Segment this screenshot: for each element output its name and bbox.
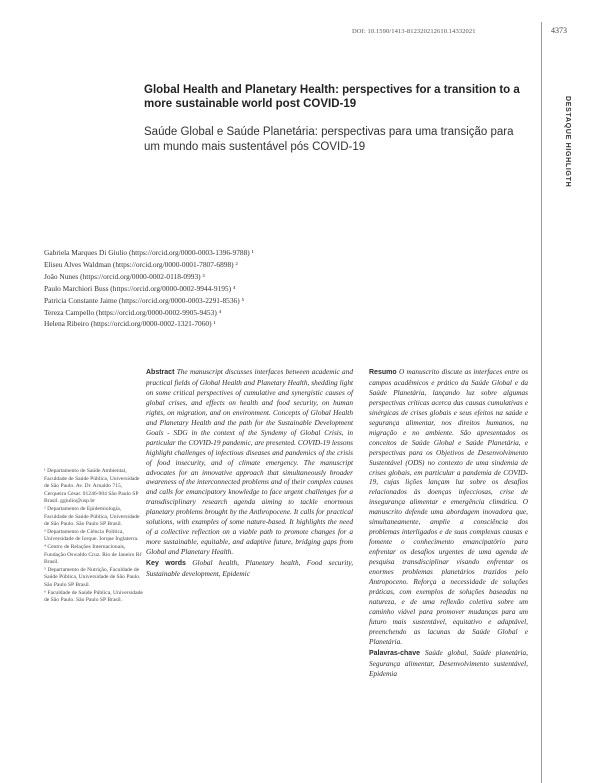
affiliation: ³ Departamento de Ciência Política, Universidade de Iorque. Iorque Inglaterra.	[44, 528, 139, 543]
affiliation: ⁶ Faculdade de Saúde Pública, Universidade de São Paulo. São Paulo SP Brasil.	[44, 589, 143, 604]
author: Paulo Marchiori Buss (https://orcid.org/0000-0002-9944-9195) ⁴	[44, 283, 236, 293]
author: Helena Ribeiro (https://orcid.org/0000-0002-1321-7060) ¹	[44, 319, 216, 329]
affiliation: ² Departamento de Epidemiologia, Faculdade de Saúde Pública, Universidade de São Paulo. São Paulo SP Brasil.	[44, 505, 140, 528]
author: João Nunes (https://orcid.org/0000-0002-0118-0993) ³	[44, 271, 205, 281]
affiliation: ⁴ Centro de Relações Internacionais, Fundação Oswaldo Cruz. Rio de Janeiro RJ Brasil.	[44, 543, 142, 566]
keywords-text: Global health, Planetary health, Food security, Sustainable development, Epidemic	[146, 558, 354, 579]
title-portuguese: Saúde Global e Saúde Planetária: perspectivas para uma transição para um mundo mais sustentável pós COVID-19	[144, 126, 514, 153]
doi: DOI: 10.1590/1413-812320212610.14332021	[352, 28, 476, 35]
abstract-text: The manuscript discusses interfaces between academic and practical fields of Global Health and Planetary Health, shedding light on some critical perspectives of cumulative and synergistic causes of global crises, and effects on health and food security, on human rights, on migration, and on environment. Concepts of Global Health and Planetary Health and the path for the Sustainable Development Goals - SDG in the context of the Syndemy of Global Crisis, in particular the COVID-19 pandemic, are presented. COVID-19 lessons highlight challenges of infectious diseases and pandemics of the crisis of food insecurity, and of climate emergency. The manuscript advocates for an innovative approach that simultaneously broader awareness of the interconnected problems and of their complex causes and calls for emancipatory knowledge to face urgent challenges for a transdisciplinary research agenda aiming to tackle enormous planetary problems brought by the Anthropocene. It calls for practical solutions, with examples of some nature-based. It highlights the need of a collective reflection on a viable path to promote changes for a more sustainable, equitable, and adaptive future, bridging gaps from Global and Planetary Health.	[146, 367, 353, 557]
affiliation: ¹ Departamento de Saúde Ambiental, Faculdade de Saúde Pública, Universidade de São Paulo. Av. Dr. Arnaldo 715, Cerqueira César. 01246-904 São Paulo SP Brasil. ggiulio@usp.br	[44, 468, 140, 505]
author-list	[44, 247, 444, 330]
resumo	[369, 367, 528, 647]
section-label: DESTAQUE HIGHLIGTH	[564, 96, 571, 188]
resumo-text: O manuscrito discute as interfaces entre os campos acadêmicos e prático da Saúde Global e da Saúde Planetária, lançando luz sobre algumas perspectivas críticas acerca das causas cumulativas e sinérgicas de crises globais e seus efeitos na saúde e segurança alimentar, nos direitos humanos, na migração e no ambiente. São apresentados os conceitos de Saúde Global e Saúde Planetária, e perspectivas para os Objetivos de Desenvolvimento Sustentável (ODS) no contexto de uma sindemia de crises globais, em particular a pandemia de COVID-19, cujas lições lançam luz sobre os desafios relacionados às doenças infecciosas, crise de insegurança alimentar e emergência climática. O manuscrito defende uma abordagem inovadora que, simultaneamente, amplie a consciência dos problemas interligados e de suas complexas causas e fomente o conhecimento emancipatório para enfrentar os desafios urgentes de uma agenda de pesquisa transdisciplinar visando enfrentar os enormes problemas planetários trazidos pelo Antropoceno. Reforça a necessidade de soluções práticas, com exemplos de soluções baseadas na natureza, e de uma reflexão coletiva sobre um caminho viável para promover mudanças para um futuro mais sustentável, equitativo e adaptável, preenchendo as lacunas da Saúde Global e Planetária.	[369, 367, 528, 646]
palavras-chave	[369, 648, 528, 679]
abstract	[146, 367, 353, 557]
abstract-column	[146, 367, 353, 579]
affiliations	[44, 468, 144, 605]
keywords-label: Key words	[146, 560, 186, 568]
resumo-label: Resumo	[369, 369, 397, 376]
vertical-divider	[541, 22, 542, 783]
page-number: 4373	[551, 26, 567, 35]
palavras-chave-label: Palavras-chave	[369, 649, 420, 657]
palavras-chave-text: Saúde global, Saúde planetária, Segurança alimentar, Desenvolvimento sustentável, Epidemia	[369, 647, 529, 678]
keywords	[146, 558, 353, 579]
title-english: Global Health and Planetary Health: perspectives for a transition to a more sustainable world post COVID-19	[144, 84, 520, 110]
resumo-column	[369, 367, 528, 679]
author: Tereza Campello (https://orcid.org/0000-0002-9905-9453) ⁴	[44, 307, 222, 317]
affiliation: ⁵ Departamento de Nutrição, Faculdade de Saúde Pública, Universidade de São Paulo. São Paulo SP Brasil.	[44, 566, 141, 588]
author: Gabriela Marques Di Giulio (https://orcid.org/0000-0003-1396-9788) ¹	[44, 248, 254, 257]
author: Patricia Constante Jaime (https://orcid.org/0000-0003-2291-8536) ⁵	[44, 295, 245, 305]
author: Eliseu Alves Waldman (https://orcid.org/0000-0001-7807-6898) ²	[44, 259, 238, 269]
abstract-label: Abstract	[146, 369, 175, 376]
